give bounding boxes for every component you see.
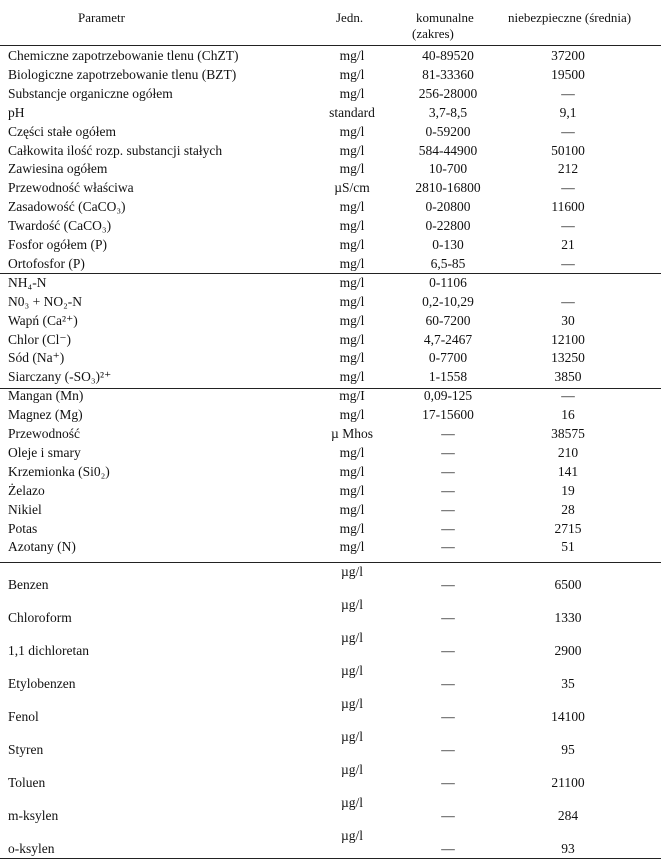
unit-cell: mg/l: [339, 48, 365, 63]
komunalne-cell: —: [441, 709, 455, 724]
niebezpieczne-cell: 9,1: [559, 104, 577, 120]
param-cell: Substancje organiczne ogółem: [8, 85, 173, 101]
niebezpieczne-cell: 16: [561, 407, 575, 423]
unit-cell: mg/l: [339, 501, 365, 517]
param-cell: Benzen: [8, 577, 49, 592]
niebezpieczne-cell: —: [561, 180, 575, 196]
unit-cell: mg/l: [339, 369, 365, 385]
param-cell: Mangan (Mn): [8, 388, 84, 404]
niebezpieczne-cell: 210: [557, 444, 579, 460]
unit-cell: µg/l: [340, 597, 364, 612]
niebezpieczne-cell: 21100: [551, 775, 585, 790]
niebezpieczne-cell: 6500: [554, 577, 582, 592]
niebezpieczne-cell: —: [561, 85, 575, 101]
niebezpieczne-cell: 14100: [551, 709, 585, 724]
param-cell: Ortofosfor (P): [8, 255, 85, 271]
param-cell: m-ksylen: [8, 808, 59, 823]
komunalne-cell: 1-1558: [428, 369, 468, 385]
niebezpieczne-cell: 212: [557, 161, 579, 177]
unit-cell: mg/l: [339, 274, 365, 290]
param-cell: Wapń (Ca²⁺): [8, 312, 78, 328]
param-cell: pH: [8, 104, 25, 120]
param-cell: Przewodność właściwa: [8, 180, 134, 196]
niebezpieczne-cell: —: [561, 293, 575, 309]
komunalne-cell: 81-33360: [422, 66, 474, 82]
unit-cell: mg/l: [339, 312, 365, 328]
komunalne-cell: 0-1106: [429, 274, 467, 290]
param-cell: Fosfor ogółem (P): [8, 237, 107, 252]
param-cell: Fenol: [8, 709, 39, 724]
unit-cell: mg/l: [339, 482, 365, 498]
unit-cell: µS/cm: [334, 180, 370, 196]
param-cell: Twardość (CaCO₃): [8, 218, 112, 234]
header-niebezpieczne: niebezpieczne (średnia): [508, 10, 632, 25]
niebezpieczne-cell: 141: [557, 463, 579, 479]
unit-cell: µg/l: [340, 828, 364, 843]
niebezpieczne-cell: 50100: [551, 142, 585, 158]
param-cell: Chlor (Cl⁻): [8, 331, 71, 347]
unit-cell: µg/l: [340, 696, 364, 711]
komunalne-cell: —: [441, 482, 455, 498]
unit-cell: mg/l: [339, 255, 365, 271]
komunalne-cell: —: [441, 742, 455, 757]
unit-cell: µg/l: [340, 795, 364, 810]
niebezpieczne-cell: 12100: [551, 331, 585, 347]
komunalne-cell: 0-7700: [428, 350, 468, 366]
param-cell: o-ksylen: [8, 841, 55, 856]
unit-cell: µg/l: [340, 729, 364, 744]
param-cell: Potas: [8, 520, 38, 536]
komunalne-cell: 0,2-10,29: [422, 293, 474, 309]
komunalne-cell: —: [441, 676, 455, 691]
komunalne-cell: 40-89520: [422, 48, 474, 63]
unit-cell: mg/l: [339, 123, 365, 139]
niebezpieczne-cell: 2715: [554, 520, 582, 536]
unit-cell: mg/l: [339, 85, 365, 101]
param-cell: Zasadowość (CaCO₃): [8, 199, 126, 215]
param-cell: Azotany (N): [8, 539, 76, 555]
header-divider: [0, 45, 661, 46]
param-cell: Chloroform: [8, 610, 72, 625]
komunalne-cell: 0-22800: [425, 218, 471, 234]
komunalne-cell: 17-15600: [422, 407, 474, 423]
komunalne-cell: —: [441, 808, 455, 823]
niebezpieczne-cell: 28: [561, 501, 575, 517]
param-cell: Siarczany (-SO₃)²⁺: [8, 369, 112, 385]
komunalne-cell: —: [441, 841, 455, 856]
niebezpieczne-cell: 51: [561, 539, 575, 555]
table-bottom-border: [0, 858, 661, 859]
unit-cell: mg/l: [339, 350, 365, 366]
komunalne-cell: —: [441, 610, 455, 625]
niebezpieczne-cell: —: [561, 388, 575, 404]
komunalne-cell: 0-130: [432, 237, 464, 252]
niebezpieczne-cell: 35: [561, 676, 575, 691]
param-cell: Żelazo: [8, 482, 45, 498]
unit-cell: mg/l: [339, 444, 365, 460]
unit-cell: mg/l: [339, 66, 365, 82]
niebezpieczne-cell: 19500: [551, 66, 585, 82]
unit-cell: mg/l: [339, 407, 365, 423]
param-cell: Chemiczne zapotrzebowanie tlenu (ChZT): [8, 48, 239, 63]
komunalne-cell: 0,09-125: [423, 388, 473, 404]
param-cell: Zawiesina ogółem: [8, 161, 108, 177]
unit-cell: mg/l: [339, 161, 365, 177]
unit-cell: mg/l: [339, 237, 365, 252]
komunalne-cell: —: [441, 577, 455, 592]
komunalne-cell: 60-7200: [425, 312, 471, 328]
unit-cell: mg/l: [339, 463, 365, 479]
niebezpieczne-cell: 3850: [554, 369, 582, 385]
komunalne-cell: —: [441, 520, 455, 536]
niebezpieczne-cell: 30: [561, 312, 575, 328]
komunalne-cell: —: [441, 501, 455, 517]
param-cell: Styren: [8, 742, 44, 757]
param-cell: Toluen: [8, 775, 46, 790]
niebezpieczne-cell: 11600: [551, 199, 585, 215]
komunalne-cell: —: [441, 444, 455, 460]
param-cell: Przewodność: [8, 426, 80, 441]
niebezpieczne-cell: —: [561, 218, 575, 234]
param-cell: Całkowita ilość rozp. substancji stałych: [8, 142, 223, 158]
niebezpieczne-cell: 38575: [551, 426, 585, 441]
param-cell: Biologiczne zapotrzebowanie tlenu (BZT): [8, 66, 237, 82]
group-divider-3: [0, 562, 661, 563]
param-cell: Sód (Na⁺): [8, 350, 65, 366]
komunalne-cell: —: [441, 426, 455, 441]
niebezpieczne-cell: 21: [561, 237, 575, 252]
komunalne-cell: —: [441, 463, 455, 479]
komunalne-cell: —: [441, 539, 455, 555]
niebezpieczne-cell: 95: [561, 742, 575, 757]
unit-cell: standard: [329, 104, 375, 120]
header-unit: Jedn.: [336, 10, 364, 25]
niebezpieczne-cell: 93: [561, 841, 575, 856]
unit-cell: µg/l: [340, 663, 364, 678]
unit-cell: mg/l: [339, 539, 365, 555]
komunalne-cell: 4,7-2467: [423, 331, 473, 347]
unit-cell: mg/I: [339, 388, 365, 404]
komunalne-cell: 0-59200: [425, 123, 471, 139]
unit-cell: µ Mhos: [331, 426, 373, 441]
unit-cell: mg/l: [339, 293, 365, 309]
niebezpieczne-cell: 13250: [551, 350, 585, 366]
param-cell: Krzemionka (Si0₂): [8, 463, 110, 479]
unit-cell: µg/l: [340, 564, 364, 579]
niebezpieczne-cell: 284: [557, 808, 579, 823]
komunalne-cell: 256-28000: [418, 85, 478, 101]
param-cell: Części stałe ogółem: [8, 123, 116, 139]
param-cell: NH₄-N: [8, 274, 47, 290]
param-cell: Nikiel: [8, 501, 42, 517]
unit-cell: mg/l: [339, 331, 365, 347]
header-komunalne: komunalne: [416, 10, 474, 25]
param-cell: Etylobenzen: [8, 676, 76, 691]
komunalne-cell: —: [441, 775, 455, 790]
param-cell: Oleje i smary: [8, 444, 81, 460]
unit-cell: µg/l: [340, 630, 364, 645]
komunalne-cell: 6,5-85: [430, 255, 466, 271]
niebezpieczne-cell: 19: [561, 482, 575, 498]
niebezpieczne-cell: 37200: [551, 48, 585, 63]
unit-cell: mg/l: [339, 218, 365, 234]
niebezpieczne-cell: —: [561, 123, 575, 139]
param-cell: N0₃ + NO₂-N: [8, 293, 83, 309]
header-parametr: Parametr: [78, 10, 125, 25]
unit-cell: mg/l: [339, 520, 365, 536]
param-cell: Magnez (Mg): [8, 407, 83, 423]
komunalne-cell: 2810-16800: [415, 180, 481, 196]
header-zakres: (zakres): [412, 26, 454, 41]
group-divider-1: [0, 273, 661, 274]
niebezpieczne-cell: 1330: [554, 610, 582, 625]
niebezpieczne-cell: —: [561, 255, 575, 271]
unit-cell: mg/l: [339, 142, 365, 158]
unit-cell: mg/l: [339, 199, 365, 215]
komunalne-cell: 584-44900: [418, 142, 478, 158]
niebezpieczne-cell: 2900: [554, 643, 582, 658]
komunalne-cell: 10-700: [428, 161, 468, 177]
komunalne-cell: —: [441, 643, 455, 658]
param-cell: 1,1 dichloretan: [8, 643, 89, 658]
komunalne-cell: 3,7-8,5: [428, 104, 468, 120]
komunalne-cell: 0-20800: [425, 199, 471, 215]
unit-cell: µg/l: [340, 762, 364, 777]
